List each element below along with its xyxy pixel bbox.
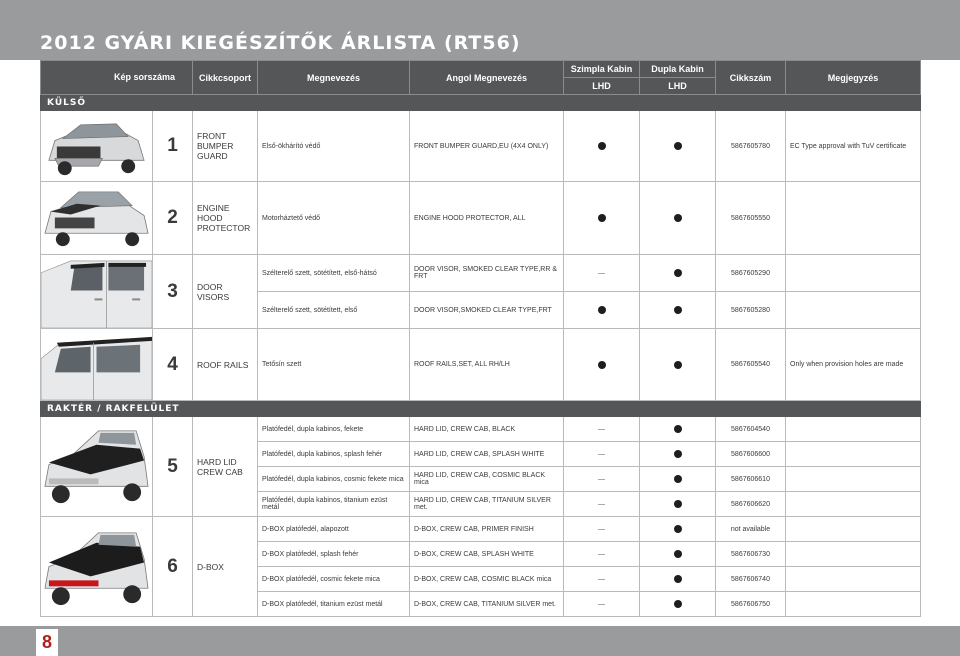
row-number: 2: [153, 182, 193, 255]
price-table: [40, 60, 921, 617]
megjegyzes-cell: [786, 567, 921, 592]
dupla-availability: [640, 567, 716, 592]
megjegyzes-cell: [786, 182, 921, 255]
category-label: D-BOX: [193, 517, 258, 617]
megnevezes-cell: D-BOX platófedél, alapozott: [258, 517, 410, 542]
section-header-rakter: RAKTÉR / RAKFELÜLET: [41, 401, 921, 417]
dupla-availability: [640, 592, 716, 617]
section-header-kulso: KÜLSŐ: [41, 95, 921, 111]
angol-cell: FRONT BUMPER GUARD,EU (4X4 ONLY): [410, 111, 564, 182]
szimpla-availability: [564, 329, 640, 401]
column-header-cikkcsoport: Cikkcsoport: [193, 61, 258, 95]
megjegyzes-cell: [786, 467, 921, 492]
megjegyzes-cell: [786, 492, 921, 517]
megjegyzes-cell: Only when provision holes are made: [786, 329, 921, 401]
megjegyzes-cell: [786, 417, 921, 442]
table-row: [41, 517, 921, 542]
product-image-front-bumper-guard: [41, 111, 153, 182]
page-footer: [0, 626, 960, 656]
car-image: [41, 255, 152, 328]
available-dot-icon: [598, 214, 606, 222]
dupla-availability: [640, 417, 716, 442]
available-dot-icon: [674, 214, 682, 222]
available-dot-icon: [598, 361, 606, 369]
megjegyzes-cell: EC Type approval with TuV certificate: [786, 111, 921, 182]
dupla-availability: [640, 111, 716, 182]
megnevezes-cell: Platófedél, dupla kabinos, fekete: [258, 417, 410, 442]
cikkszam-cell: 5867606620: [716, 492, 786, 517]
angol-cell: D-BOX, CREW CAB, COSMIC BLACK mica: [410, 567, 564, 592]
product-image-roof-rails: [41, 329, 153, 401]
dupla-availability: [640, 492, 716, 517]
megjegyzes-cell: [786, 442, 921, 467]
category-label: HARD LID CREW CAB: [193, 417, 258, 517]
angol-cell: HARD LID, CREW CAB, TITANIUM SILVER met.: [410, 492, 564, 517]
column-header-dupla-kabin: Dupla Kabin: [640, 61, 716, 78]
available-dot-icon: [674, 475, 682, 483]
dupla-availability: [640, 442, 716, 467]
available-dot-icon: [674, 550, 682, 558]
angol-cell: HARD LID, CREW CAB, COSMIC BLACK mica: [410, 467, 564, 492]
row-number: 4: [153, 329, 193, 401]
dupla-availability: [640, 292, 716, 329]
car-image: [41, 111, 152, 181]
available-dot-icon: [674, 500, 682, 508]
table-row: [41, 182, 921, 255]
table-row: [41, 417, 921, 442]
dupla-availability: [640, 517, 716, 542]
angol-cell: D-BOX, CREW CAB, TITANIUM SILVER met.: [410, 592, 564, 617]
column-header-kep-sorszama: Kép sorszáma: [41, 61, 193, 95]
dupla-availability: [640, 182, 716, 255]
page-header: [0, 0, 960, 60]
szimpla-availability: —: [564, 592, 640, 617]
megnevezes-cell: Platófedél, dupla kabinos, cosmic fekete mica: [258, 467, 410, 492]
column-header-lhd-dupla: LHD: [640, 78, 716, 95]
available-dot-icon: [598, 142, 606, 150]
dupla-availability: [640, 467, 716, 492]
megnevezes-cell: Platófedél, dupla kabinos, titanium ezüst metál: [258, 492, 410, 517]
cikkszam-cell: 5867605290: [716, 255, 786, 292]
cikkszam-cell: 5867605280: [716, 292, 786, 329]
megnevezes-cell: Tetősín szett: [258, 329, 410, 401]
cikkszam-cell: 5867605550: [716, 182, 786, 255]
page-title: 2012 GYÁRI KIEGÉSZÍTŐK ÁRLISTA (RT56): [40, 32, 521, 54]
car-image: [41, 417, 152, 516]
table-row: [41, 111, 921, 182]
megjegyzes-cell: [786, 517, 921, 542]
dupla-availability: [640, 255, 716, 292]
available-dot-icon: [674, 450, 682, 458]
cikkszam-cell: 5867606610: [716, 467, 786, 492]
megjegyzes-cell: [786, 542, 921, 567]
row-number: 1: [153, 111, 193, 182]
cikkszam-cell: 5867604540: [716, 417, 786, 442]
car-image: [41, 329, 152, 400]
megjegyzes-cell: [786, 292, 921, 329]
category-label: ROOF RAILS: [193, 329, 258, 401]
dupla-availability: [640, 542, 716, 567]
megnevezes-cell: D-BOX platófedél, titanium ezüst metál: [258, 592, 410, 617]
column-header-szimpla-kabin: Szimpla Kabin: [564, 61, 640, 78]
szimpla-availability: [564, 182, 640, 255]
szimpla-availability: —: [564, 417, 640, 442]
column-header-lhd-szimpla: LHD: [564, 78, 640, 95]
column-header-megnevezes: Megnevezés: [258, 61, 410, 95]
page-number: 8: [36, 629, 58, 656]
megnevezes-cell: Platófedél, dupla kabinos, splash fehér: [258, 442, 410, 467]
szimpla-availability: [564, 111, 640, 182]
car-image: [41, 182, 152, 254]
megjegyzes-cell: [786, 255, 921, 292]
angol-cell: HARD LID, CREW CAB, BLACK: [410, 417, 564, 442]
available-dot-icon: [674, 575, 682, 583]
cikkszam-cell: 5867605540: [716, 329, 786, 401]
szimpla-availability: —: [564, 492, 640, 517]
row-number: 3: [153, 255, 193, 329]
cikkszam-cell: 5867606750: [716, 592, 786, 617]
szimpla-availability: —: [564, 467, 640, 492]
megnevezes-cell: D-BOX platófedél, splash fehér: [258, 542, 410, 567]
available-dot-icon: [674, 425, 682, 433]
megnevezes-cell: D-BOX platófedél, cosmic fekete mica: [258, 567, 410, 592]
szimpla-availability: —: [564, 542, 640, 567]
megnevezes-cell: Szélterelő szett, sötétített, első: [258, 292, 410, 329]
cikkszam-cell: 5867605780: [716, 111, 786, 182]
szimpla-availability: —: [564, 442, 640, 467]
angol-cell: D-BOX, CREW CAB, SPLASH WHITE: [410, 542, 564, 567]
dupla-availability: [640, 329, 716, 401]
megnevezes-cell: Motorháztető védő: [258, 182, 410, 255]
column-header-cikkszam: Cikkszám: [716, 61, 786, 95]
cikkszam-cell: 5867606730: [716, 542, 786, 567]
szimpla-availability: —: [564, 517, 640, 542]
megnevezes-cell: Első-ökhárító védő: [258, 111, 410, 182]
angol-cell: ROOF RAILS,SET, ALL RH/LH: [410, 329, 564, 401]
available-dot-icon: [674, 269, 682, 277]
cikkszam-cell: 5867606740: [716, 567, 786, 592]
product-image-engine-hood-protector: [41, 182, 153, 255]
product-image-d-box: [41, 517, 153, 617]
column-header-megjegyzes: Megjegyzés: [786, 61, 921, 95]
column-header-angol-megnevezes: Angol Megnevezés: [410, 61, 564, 95]
angol-cell: ENGINE HOOD PROTECTOR, ALL: [410, 182, 564, 255]
category-label: DOOR VISORS: [193, 255, 258, 329]
szimpla-availability: [564, 292, 640, 329]
available-dot-icon: [674, 600, 682, 608]
angol-cell: DOOR VISOR,SMOKED CLEAR TYPE,FRT: [410, 292, 564, 329]
available-dot-icon: [674, 142, 682, 150]
available-dot-icon: [598, 306, 606, 314]
product-image-hard-lid: [41, 417, 153, 517]
cikkszam-cell: 5867606600: [716, 442, 786, 467]
table-row: [41, 255, 921, 292]
szimpla-availability: —: [564, 255, 640, 292]
category-label: ENGINE HOOD PROTECTOR: [193, 182, 258, 255]
product-image-door-visors: [41, 255, 153, 329]
row-number: 6: [153, 517, 193, 617]
megnevezes-cell: Szélterelő szett, sötétített, első-hátsó: [258, 255, 410, 292]
angol-cell: HARD LID, CREW CAB, SPLASH WHITE: [410, 442, 564, 467]
category-label: FRONT BUMPER GUARD: [193, 111, 258, 182]
row-number: 5: [153, 417, 193, 517]
car-image: [41, 517, 152, 616]
cikkszam-cell: not available: [716, 517, 786, 542]
szimpla-availability: —: [564, 567, 640, 592]
available-dot-icon: [674, 525, 682, 533]
table-row: [41, 329, 921, 401]
megjegyzes-cell: [786, 592, 921, 617]
available-dot-icon: [674, 306, 682, 314]
available-dot-icon: [674, 361, 682, 369]
angol-cell: D-BOX, CREW CAB, PRIMER FINISH: [410, 517, 564, 542]
angol-cell: DOOR VISOR, SMOKED CLEAR TYPE,RR & FRT: [410, 255, 564, 292]
